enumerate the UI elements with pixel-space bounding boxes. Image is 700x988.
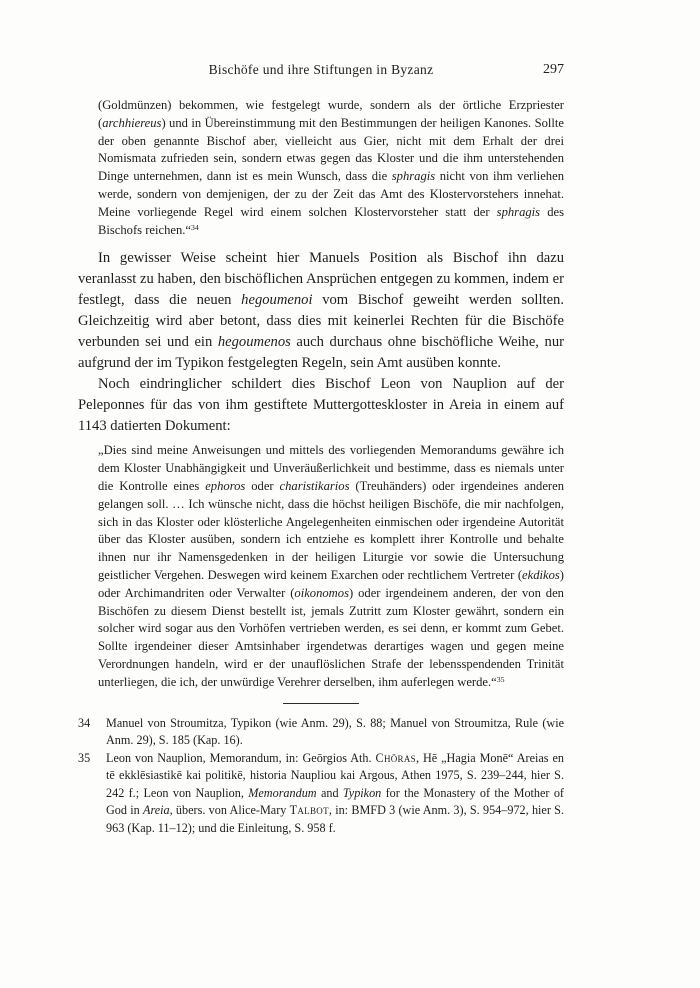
page-header xyxy=(78,60,564,79)
footnotes-section xyxy=(78,715,564,838)
text-run: ) oder Archimandriten oder Verwalter ( xyxy=(98,567,564,600)
blockquote-typikon-stroumitza xyxy=(98,97,564,239)
paragraph-manuels-position xyxy=(78,248,564,374)
text-run: hegoumenoi xyxy=(241,292,313,309)
text-run: Manuel von Stroumitza, Typikon (wie Anm. 29), S. 88; Manuel von Stroumitza, Rule (wie Anm. 29), S. 185 (Kap. 16). xyxy=(106,715,564,748)
text-run: ekdikos xyxy=(522,567,560,582)
text-run: archhiereus xyxy=(102,115,162,130)
text-run: , in: BMFD 3 (wie Anm. 3), S. 954–972, hier S. 963 (Kap. 11–12); und die Einleitung, S. 958 f. xyxy=(106,803,564,835)
text-run: auch durchaus ohne bischöfliche Weihe, nur aufgrund der im Typikon festgelegten Regeln, sein Amt ausüben konnte. xyxy=(78,334,564,372)
text-run: oder xyxy=(245,478,280,493)
footnote-marker: 35 xyxy=(496,674,505,684)
footnote-separator xyxy=(283,703,359,704)
text-run: and xyxy=(316,785,343,800)
text-run: for the Monastery of the Mother of God in xyxy=(106,785,564,818)
page-number: 297 xyxy=(543,62,564,77)
footnote-text xyxy=(106,716,564,748)
text-run: vom Bischof geweiht werden sollten. Gleichzeitig wird aber betont, dass dies mit keinerlei Rechten für die Bischöfe verbunden sei und ein xyxy=(78,292,565,351)
text-run: ) oder irgendeinem anderen, der von den Bischöfen zu diesem Dienst bestellt ist, jemals Zutritt zum Kloster gewährt, sondern ein solcher wird sogar aus den Vorhöfen vertrieben werden, es sei denn, er kommt zum Gebet. Sollte irgendeiner dieser Amtsinhaber irgendetwas derartiges wagen und gegen meine Verordnungen handeln, wird er der unauflöslichen Strafe der lebensspendenden Trinität unterliegen, die ich, der unwürdige Verehrer derselben, ihm auferlegen werde.“ xyxy=(98,585,564,689)
text-run: Areia xyxy=(143,803,170,818)
text-run: Typikon xyxy=(342,785,382,800)
text-run: , übers. von Alice-Mary xyxy=(169,803,290,818)
text-run: Memorandum xyxy=(248,785,317,800)
text-run: des Bischofs reichen.“ xyxy=(98,204,565,237)
text-run: „Dies sind meine Anweisungen und mittels des vorliegenden Memorandums gewähre ich dem Kloster Unabhängigkeit und Unveräußerlichkeit und bestimme, dass es niemals unter die Kontrolle eines xyxy=(98,443,564,493)
text-run: Talbot xyxy=(289,803,329,818)
blockquote-memorandum-areia xyxy=(98,442,564,691)
footnote-text xyxy=(106,751,564,835)
footnote-marker: 34 xyxy=(191,222,199,232)
text-run: hegoumenos xyxy=(217,334,291,351)
text-run: sphragis xyxy=(391,169,436,184)
text-run: , Hē „Hagia Monē“ Areias en tē ekklēsiastikē kai politikē, historia Naupliou kai Argous, Athen 1975, S. 239–244, hier S. 242 f.; Leon von Nauplion, xyxy=(106,750,564,800)
text-run: ) und in Übereinstimmung mit den Bestimmungen der heiligen Kanones. Sollte der oben genannte Bischof aber, vielleicht aus Gier, nicht mit dem Erhalt der drei Nomismata zufrieden sein, sondern etwas gegen das Kloster und die ihm unterstehenden Dinge unternehmen, dann ist es mein Wunsch, dass die xyxy=(98,115,564,184)
paragraph-leon-von-nauplion xyxy=(78,374,564,437)
text-run: Noch eindringlicher schildert dies Bischof Leon von Nauplion auf der Peleponnes für das von ihm gestiftete Muttergotteskloster in Areia in einem auf 1143 datierten Dokument: xyxy=(78,376,564,435)
text-run: In gewisser Weise scheint hier Manuels Position als Bischof ihn dazu veranlasst zu haben, den bischöflichen Ansprüchen entgegen zu kommen, indem er festlegt, dass die neuen xyxy=(78,250,564,309)
footnote-35 xyxy=(78,750,564,838)
text-run: Chōras xyxy=(375,750,416,765)
text-run: nicht von ihm verliehen werde, sondern von demjenigen, der zu der Zeit das Amt des Klostervorstehers innehat. Meine vorliegende Regel wird einem solchen Klostervorsteher statt der xyxy=(98,169,564,219)
text-run: charistikarios xyxy=(279,478,350,493)
text-run: ephoros xyxy=(205,478,246,493)
footnote-number: 35 xyxy=(78,750,91,765)
text-run: (Treuhänders) oder irgendeines anderen gelangen soll. … Ich wünsche nicht, dass die höchst heiligen Bischöfe, die mir nachfolgen, sich in das Kloster oder klösterliche Angelegenheiten einmischen oder irgendeine Autorität über das Kloster ausüben, sondern ich entziehe es komplett ihrer Kontrolle und behalte ihnen nur ihr Namensgedenken in der heiligen Liturgie vor sowie die Untersuchung geistlicher Vergehen. Deswegen wird keinem Exarchen oder rechtlichem Vertreter ( xyxy=(98,478,564,582)
footnote-number: 34 xyxy=(78,715,91,730)
text-column xyxy=(78,0,564,837)
running-title: Bischöfe und ihre Stiftungen in Byzanz xyxy=(208,62,434,77)
text-run: Leon von Nauplion, Memorandum, in: Geōrgios Ath. xyxy=(106,750,376,765)
text-run: sphragis xyxy=(496,204,541,219)
text-run: oikonomos xyxy=(294,585,349,600)
footnote-34 xyxy=(78,715,564,750)
text-run: (Goldmünzen) bekommen, wie festgelegt wurde, sondern als der örtliche Erzpriester ( xyxy=(98,98,564,130)
